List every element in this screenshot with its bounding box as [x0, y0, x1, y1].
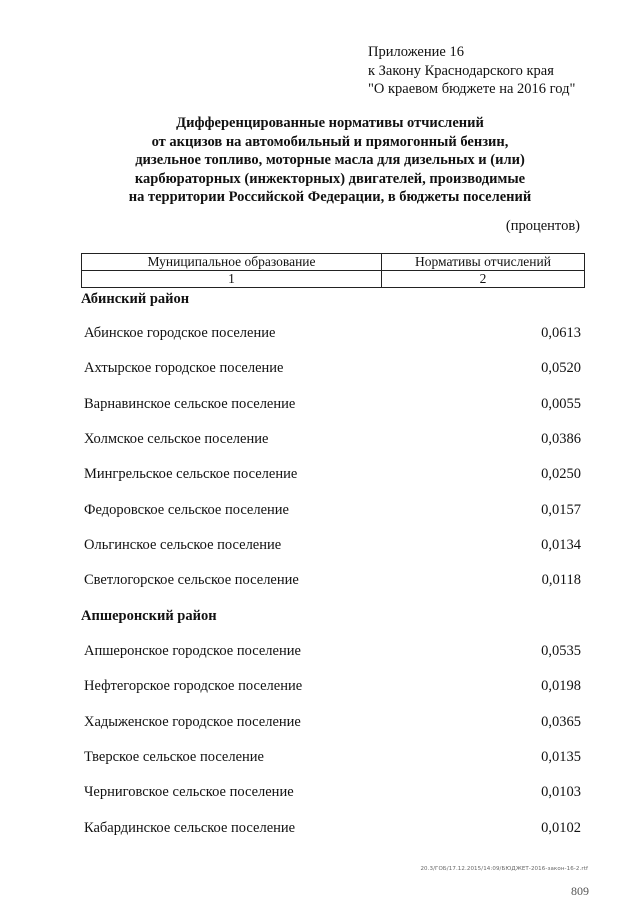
- settlement-name: Варнавинское сельское поселение: [84, 396, 296, 412]
- allocation-rate: 0,0118: [541, 572, 581, 588]
- district-heading: Апшеронский район: [81, 608, 217, 624]
- allocation-rate: 0,0055: [541, 396, 581, 412]
- settlement-name: Холмское сельское поселение: [84, 431, 269, 447]
- allocation-rate: 0,0365: [541, 714, 581, 730]
- appendix-number: Приложение 16: [368, 44, 464, 60]
- appendix-law-title: "О краевом бюджете на 2016 год": [368, 81, 576, 97]
- title-line-2: от акцизов на автомобильный и прямогонный бензин,: [151, 133, 509, 150]
- allocation-rate: 0,0198: [541, 678, 581, 694]
- column-number-2: 2: [382, 271, 585, 288]
- file-code: 20.3/ГОБ/17.12.2015/14:09/БЮДЖЕТ-2016-закон-16-2.rtf: [420, 866, 588, 872]
- column-header-rates: Нормативы отчислений: [382, 254, 585, 271]
- allocation-rate: 0,0135: [541, 749, 581, 765]
- allocation-rate: 0,0613: [541, 325, 581, 341]
- settlement-name: Тверское сельское поселение: [84, 749, 264, 765]
- allocation-rate: 0,0103: [541, 784, 581, 800]
- page-number: 809: [571, 884, 589, 898]
- allocation-rate: 0,0102: [541, 820, 581, 836]
- title-line-3: дизельное топливо, моторные масла для дизельных и (или): [135, 152, 525, 169]
- settlement-name: Кабардинское сельское поселение: [84, 820, 296, 836]
- allocation-rate: 0,0157: [541, 502, 581, 518]
- allocation-rate: 0,0535: [541, 643, 581, 659]
- title-line-5: на территории Российской Федерации, в бюджеты поселений: [128, 189, 532, 206]
- settlement-name: Ольгинское сельское поселение: [84, 537, 282, 553]
- settlement-name: Мингрельское сельское поселение: [84, 466, 298, 482]
- settlement-name: Абинское городское поселение: [84, 325, 276, 341]
- allocation-rate: 0,0250: [541, 466, 581, 482]
- settlement-name: Нефтегорское городское поселение: [84, 678, 303, 694]
- settlement-name: Черниговское сельское поселение: [84, 784, 294, 800]
- settlement-name: Хадыженское городское поселение: [84, 714, 301, 730]
- settlement-name: Апшеронское городское поселение: [84, 643, 301, 659]
- unit-label: (процентов): [505, 218, 580, 234]
- document-title: [60, 114, 600, 207]
- settlement-name: Светлогорское сельское поселение: [84, 572, 299, 588]
- settlement-name: Ахтырское городское поселение: [84, 360, 284, 376]
- allocation-rate: 0,0134: [541, 537, 581, 553]
- district-heading: Абинский район: [81, 291, 190, 307]
- column-header-municipality: Муниципальное образование: [82, 254, 382, 271]
- allocation-rate: 0,0520: [541, 360, 581, 376]
- settlement-name: Федоровское сельское поселение: [84, 502, 289, 518]
- table-header: [81, 253, 585, 288]
- column-number-1: 1: [82, 271, 382, 288]
- allocation-rate: 0,0386: [541, 431, 581, 447]
- title-line-1: Дифференцированные нормативы отчислений: [176, 115, 484, 131]
- appendix-law: к Закону Краснодарского края: [368, 62, 554, 79]
- title-line-4: карбюраторных (инжекторных) двигателей, производимые: [134, 170, 526, 187]
- appendix-reference: [368, 43, 575, 99]
